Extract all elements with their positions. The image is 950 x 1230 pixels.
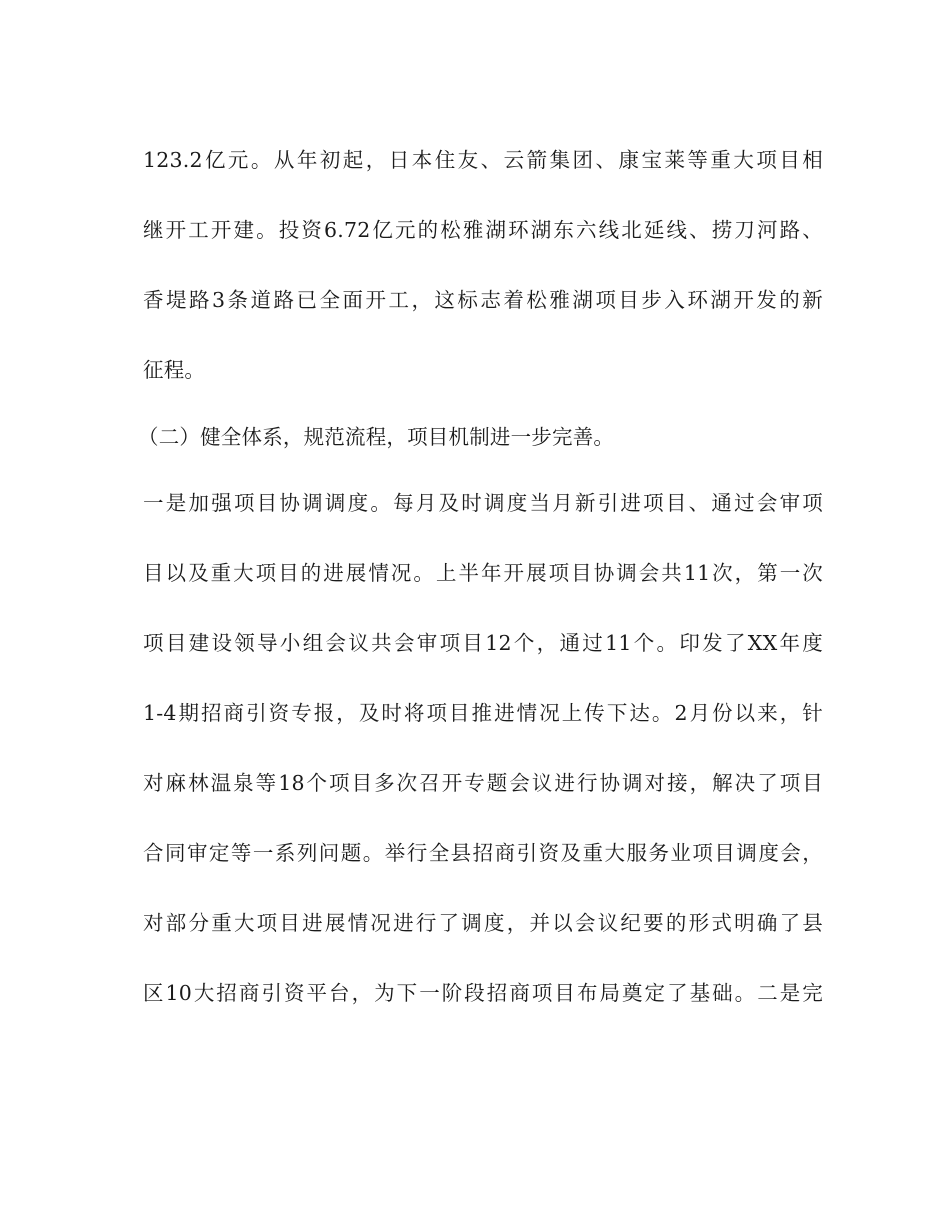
text-line-6: 一是加强项目协调调度。每月及时调度当月新引进项目、通过会审项 — [143, 491, 823, 515]
text-line-10: 对麻林温泉等18个项目多次召开专题会议进行协调对接，解决了项目 — [143, 771, 823, 795]
text-line-2: 继开工开建。投资6.72亿元的松雅湖环湖东六线北延线、捞刀河路、 — [143, 218, 823, 242]
text-line-4: 征程。 — [143, 358, 206, 382]
text-line-8: 项目建设领导小组会议共会审项目12个，通过11个。印发了XX年度 — [143, 631, 823, 655]
text-line-12: 对部分重大项目进展情况进行了调度，并以会议纪要的形式明确了县 — [143, 911, 823, 935]
text-line-11: 合同审定等一系列问题。举行全县招商引资及重大服务业项目调度会， — [143, 841, 823, 865]
text-line-3: 香堤路3条道路已全面开工，这标志着松雅湖项目步入环湖开发的新 — [143, 288, 823, 312]
text-line-9: 1-4期招商引资专报，及时将项目推进情况上传下达。2月份以来，针 — [143, 701, 823, 725]
section-heading: （二）健全体系，规范流程，项目机制进一步完善。 — [138, 425, 615, 449]
text-line-7: 目以及重大项目的进展情况。上半年开展项目协调会共11次，第一次 — [143, 561, 823, 585]
text-line-1: 123.2亿元。从年初起，日本住友、云箭集团、康宝莱等重大项目相 — [143, 148, 823, 172]
text-line-13: 区10大招商引资平台，为下一阶段招商项目布局奠定了基础。二是完 — [143, 981, 823, 1005]
